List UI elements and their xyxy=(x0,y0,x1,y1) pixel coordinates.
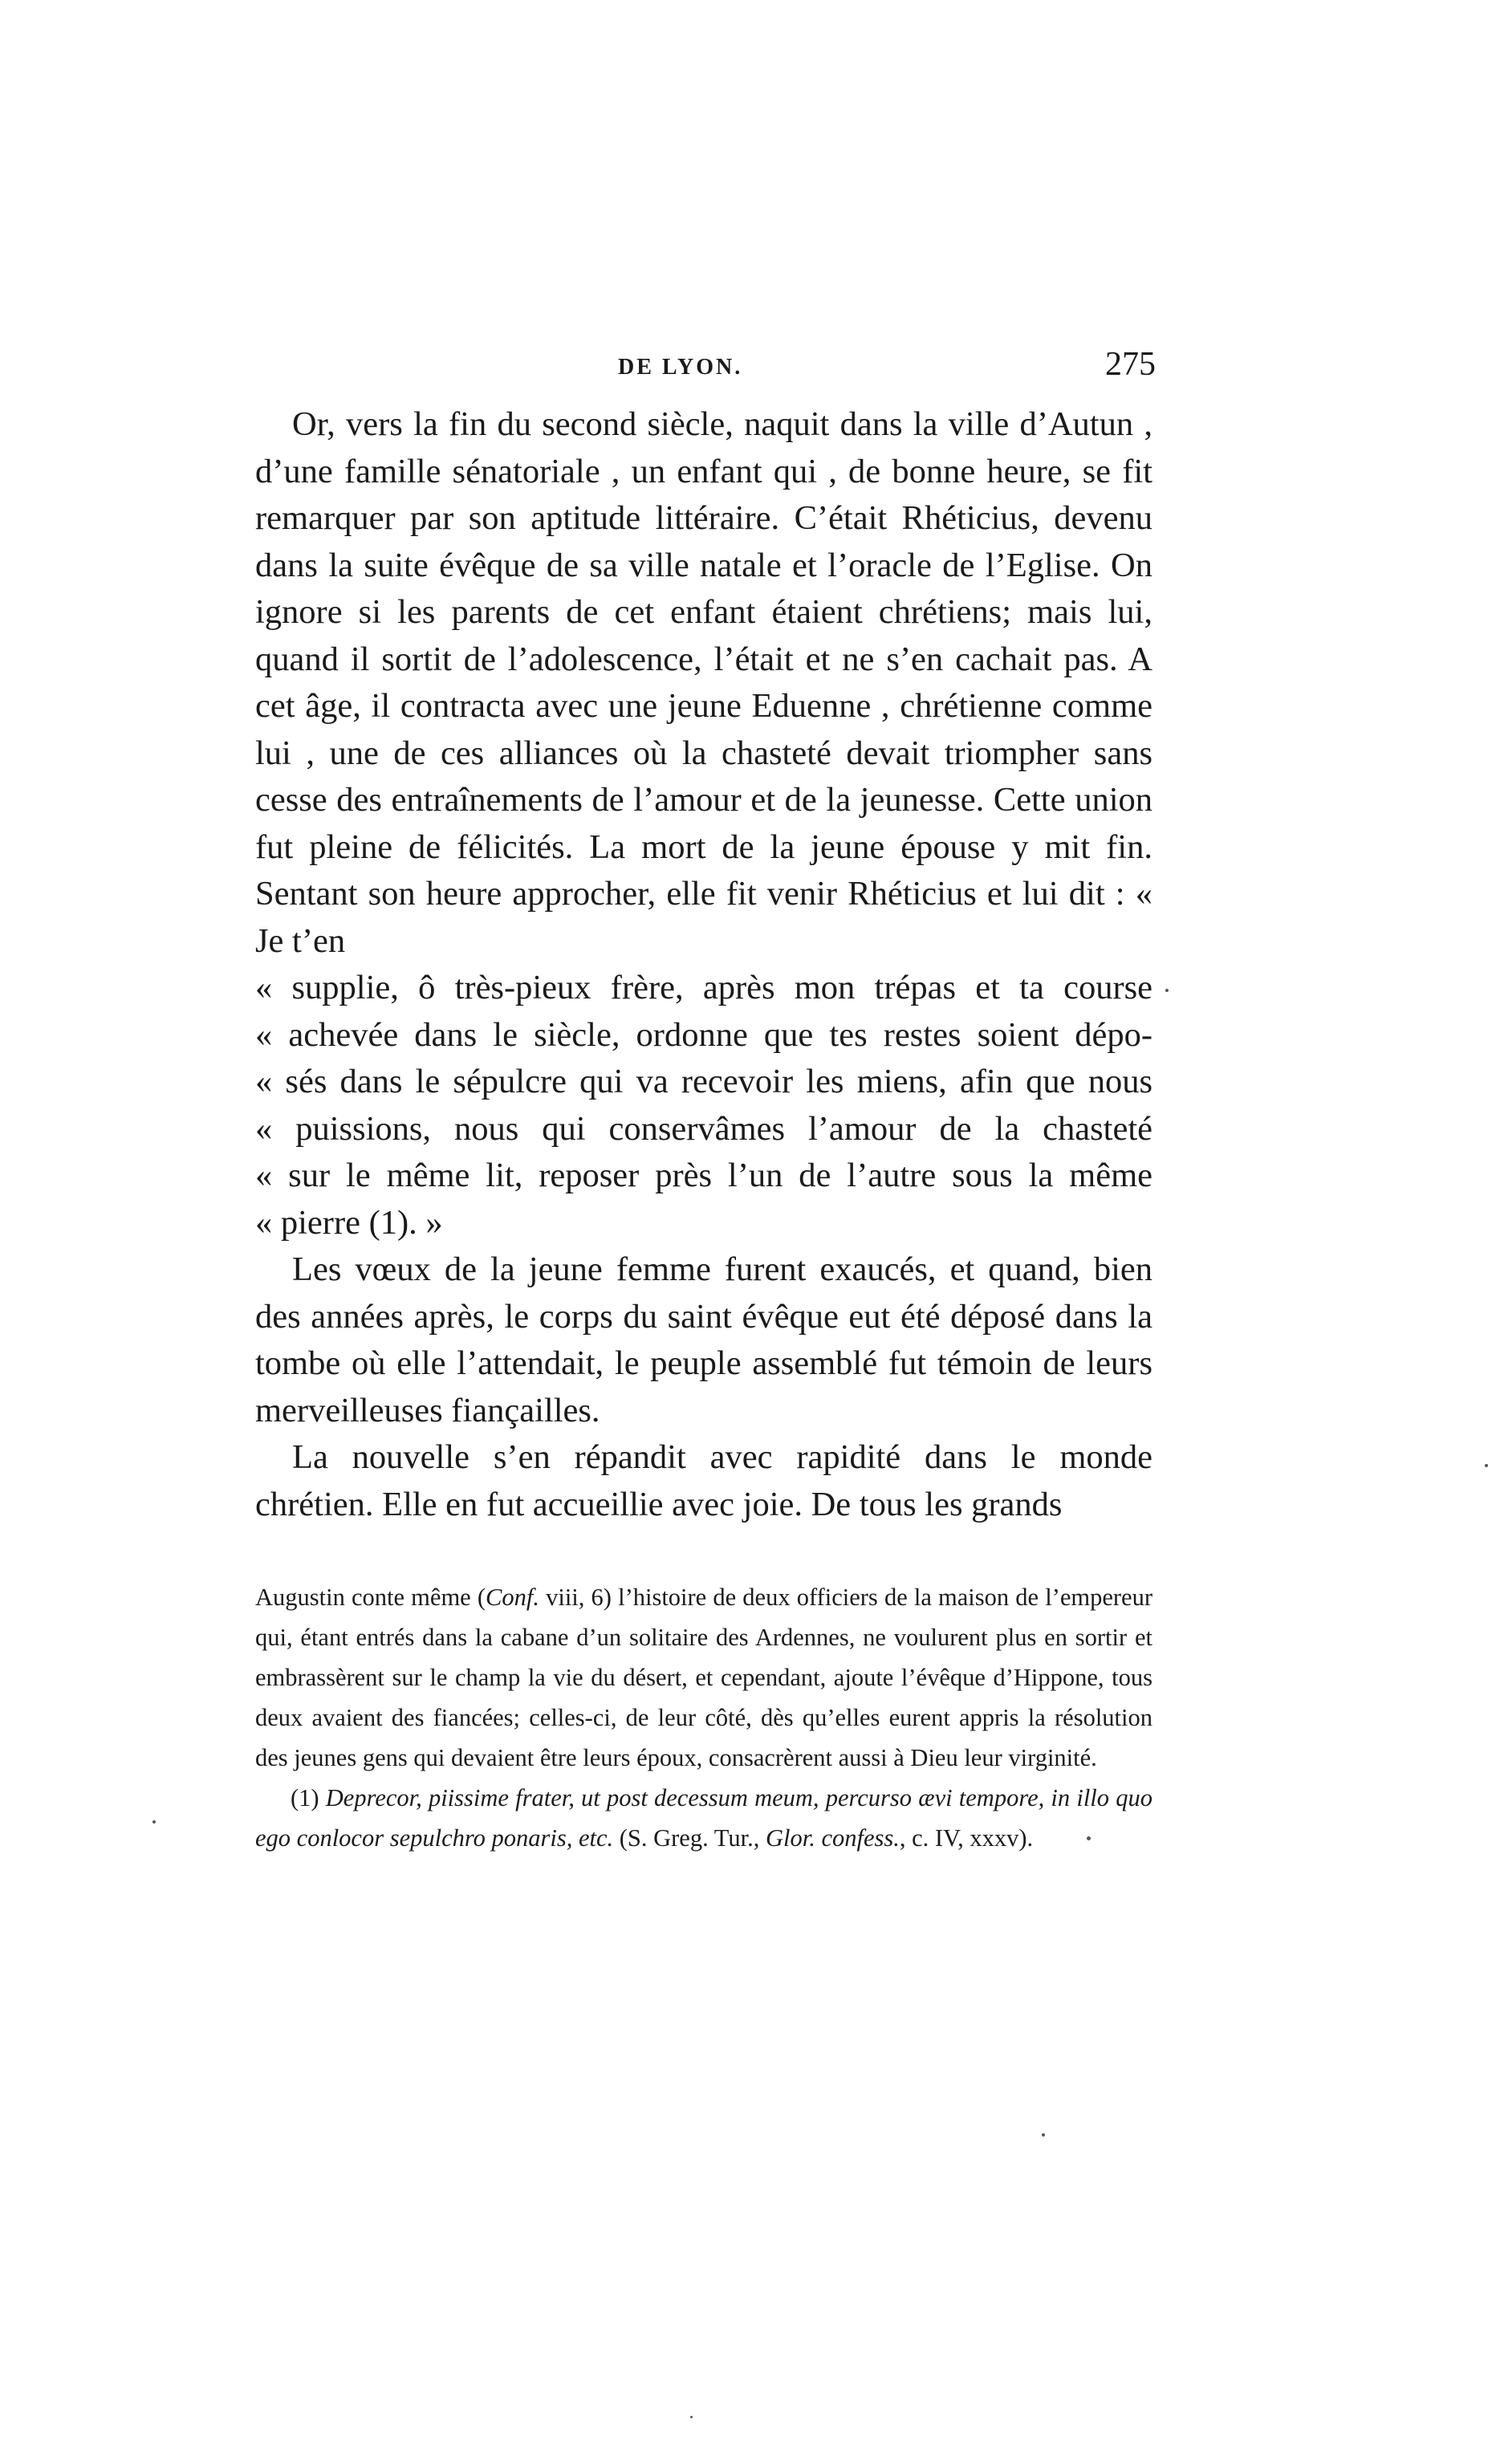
paper-speck xyxy=(1087,1836,1091,1840)
quote-line: « puissions, nous qui conservâmes l’amour de la chasteté xyxy=(255,1109,1152,1148)
footnote-latin-quote: Deprecor, piissime frater, ut post decessum meum, percurso ævi tempore, in illo quo ego conlocor sepulchro ponaris, etc. xyxy=(255,1784,1152,1852)
running-head xyxy=(257,345,1156,393)
footnote-continued xyxy=(255,1577,1152,1778)
footnote-text: Augustin conte même ( xyxy=(255,1584,486,1611)
quote-line: « achevée dans le siècle, ordonne que tes restes soient dépo- xyxy=(255,1015,1152,1054)
footnote-work-title: Glor. confess. xyxy=(765,1824,900,1852)
paragraph-3: La nouvelle s’en répandit avec rapidité dans le monde chrétien. Elle en fut accueillie avec joie. De tous les grands xyxy=(255,1438,1152,1523)
footnote-ref-italic: Conf. xyxy=(486,1584,539,1611)
quote-line: « supplie, ô très-pieux frère, après mon trépas et ta course xyxy=(255,969,1152,1006)
footnote-ref: , c. IV, xxxv). xyxy=(899,1824,1034,1852)
paper-speck xyxy=(152,1820,156,1824)
paragraph-2: Les vœux de la jeune femme furent exaucés, et quand, bien des années après, le corps du saint évêque eut été déposé dans la tombe où elle l’attendait, le peuple assemblé fut témoin de leurs merveilleuses fiançailles. xyxy=(255,1250,1152,1429)
running-title: DE LYON. xyxy=(618,355,743,380)
quote-line: « sés dans le sépulcre qui va recevoir les miens, afin que nous xyxy=(255,1063,1152,1100)
paper-speck xyxy=(1165,989,1169,992)
paper-speck xyxy=(690,2416,693,2418)
quote-line: « sur le même lit, reposer près l’un de l’autre sous la même xyxy=(255,1157,1152,1194)
footnote-1 xyxy=(255,1778,1152,1858)
paragraph-1: Or, vers la fin du second siècle, naquit dans la ville d’Autun , d’une famille sénatoriale , un enfant qui , de bonne heure, se fit remarquer par son aptitude littéraire. C’était Rhéticius, devenu dans la suite évêque de sa ville natale et l’oracle de l’Eglise. On ignore si les parents de cet enfant étaient chrétiens; mais lui, quand il sortit de l’adolescence, l’était et ne s’en cachait pas. A cet âge, il contracta avec une jeune Eduenne , chrétienne comme lui , une de ces alliances où la chasteté devait triompher sans cesse des entraînements de l’amour et de la jeunesse. Cette union fut pleine de félicités. La mort de la jeune épouse y mit fin. Sentant son heure approcher, elle fit venir Rhéticius et lui dit : « Je t’en xyxy=(255,405,1152,960)
main-text xyxy=(255,401,1152,1528)
quote-line: « pierre (1). » xyxy=(255,1203,443,1242)
footnote-source: (S. Greg. Tur., xyxy=(613,1824,766,1852)
page-number: 275 xyxy=(1105,346,1156,383)
footnotes xyxy=(255,1577,1152,1858)
paper-speck xyxy=(1042,2133,1045,2137)
footnote-marker: (1) xyxy=(291,1784,326,1811)
footnote-text: viii, 6) l’histoire de deux officiers de la maison de l’empereur qui, étant entrés dans la cabane d’un solitaire des Ardennes, ne voulurent plus en sortir et embrassèrent sur le champ la vie du désert, et cependant, ajoute l’évêque d’Hippone, tous deux avaient des fiancées; celles-ci, de leur côté, dès qu’elles eurent appris la résolution des jeunes gens qui devaient être leurs époux, consacrèrent aussi à Dieu leur virginité. xyxy=(255,1584,1152,1771)
paper-speck xyxy=(1485,1464,1488,1467)
